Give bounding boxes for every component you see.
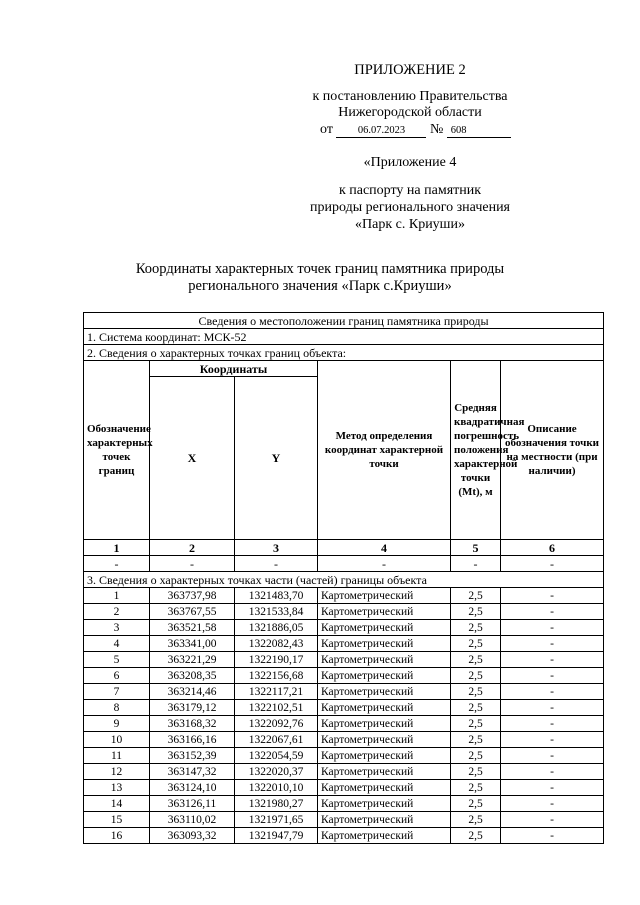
col-number: 1 (84, 540, 150, 556)
coord-y: 1322010,10 (235, 780, 318, 796)
table-row (84, 812, 604, 828)
coord-y: 1322190,17 (235, 652, 318, 668)
point-id: 13 (84, 780, 150, 796)
document-title-line1: Координаты характерных точек границ памятника природы (135, 261, 505, 277)
coord-y: 1322020,37 (235, 764, 318, 780)
point-id: 10 (84, 732, 150, 748)
coord-x: 363221,29 (150, 652, 235, 668)
description: - (501, 780, 604, 796)
method: Картометрический (318, 668, 451, 684)
coord-y: 1321483,70 (235, 588, 318, 604)
part-boundary-section: 3. Сведения о характерных точках части (частей) границы объекта (84, 572, 604, 588)
point-rows (84, 588, 604, 844)
point-id: 2 (84, 604, 150, 620)
description: - (501, 668, 604, 684)
table-row (84, 796, 604, 812)
dash-cell: - (501, 556, 604, 572)
method: Картометрический (318, 828, 451, 844)
method: Картометрический (318, 780, 451, 796)
resolution-date: 06.07.2023 (336, 124, 426, 138)
coord-x: 363179,12 (150, 700, 235, 716)
error-value: 2,5 (451, 652, 501, 668)
coord-y: 1321980,27 (235, 796, 318, 812)
appendix4-title: «Приложение 4 (363, 155, 457, 170)
point-id: 5 (84, 652, 150, 668)
point-id: 3 (84, 620, 150, 636)
error-value: 2,5 (451, 716, 501, 732)
description: - (501, 732, 604, 748)
description: - (501, 828, 604, 844)
coordinates-table (83, 312, 604, 844)
coord-x: 363124,10 (150, 780, 235, 796)
error-value: 2,5 (451, 780, 501, 796)
col-number: 5 (451, 540, 501, 556)
description: - (501, 812, 604, 828)
point-id: 4 (84, 636, 150, 652)
point-id: 8 (84, 700, 150, 716)
coord-x: 363110,02 (150, 812, 235, 828)
coord-x: 363093,32 (150, 828, 235, 844)
coord-y: 1322054,59 (235, 748, 318, 764)
coord-x: 363737,98 (150, 588, 235, 604)
point-id: 11 (84, 748, 150, 764)
method: Картометрический (318, 652, 451, 668)
description: - (501, 652, 604, 668)
table-row (84, 748, 604, 764)
method: Картометрический (318, 732, 451, 748)
coord-y: 1321947,79 (235, 828, 318, 844)
table-row (84, 620, 604, 636)
coord-x: 363341,00 (150, 636, 235, 652)
error-value: 2,5 (451, 588, 501, 604)
error-value: 2,5 (451, 668, 501, 684)
coord-x: 363166,16 (150, 732, 235, 748)
col-number: 4 (318, 540, 451, 556)
table-row (84, 700, 604, 716)
point-id: 6 (84, 668, 150, 684)
coord-y: 1322156,68 (235, 668, 318, 684)
col-header-method: Метод определения координат характерной точки (318, 361, 451, 540)
table-row (84, 828, 604, 844)
coord-x: 363767,55 (150, 604, 235, 620)
table-row (84, 668, 604, 684)
description: - (501, 636, 604, 652)
error-value: 2,5 (451, 604, 501, 620)
table-row (84, 636, 604, 652)
point-id: 16 (84, 828, 150, 844)
method: Картометрический (318, 620, 451, 636)
error-value: 2,5 (451, 796, 501, 812)
description: - (501, 796, 604, 812)
description: - (501, 588, 604, 604)
coord-x: 363126,11 (150, 796, 235, 812)
passport-line3: «Парк с. Криуши» (355, 217, 465, 232)
method: Картометрический (318, 748, 451, 764)
point-id: 7 (84, 684, 150, 700)
number-label: № (429, 122, 444, 137)
method: Картометрический (318, 764, 451, 780)
dash-cell: - (235, 556, 318, 572)
coord-y: 1322117,21 (235, 684, 318, 700)
coord-x: 363147,32 (150, 764, 235, 780)
method: Картометрический (318, 588, 451, 604)
description: - (501, 700, 604, 716)
description: - (501, 748, 604, 764)
table-row (84, 764, 604, 780)
document-title-line2: регионального значения «Парк с.Криуши» (188, 278, 452, 294)
coord-y: 1321886,05 (235, 620, 318, 636)
col-header-coordinates: Координаты (150, 361, 318, 377)
col-header-x: X (150, 377, 235, 540)
coord-y: 1321533,84 (235, 604, 318, 620)
coord-x: 363168,32 (150, 716, 235, 732)
table-row (84, 732, 604, 748)
coord-x: 363214,46 (150, 684, 235, 700)
coord-y: 1322067,61 (235, 732, 318, 748)
error-value: 2,5 (451, 828, 501, 844)
dash-cell: - (318, 556, 451, 572)
method: Картометрический (318, 716, 451, 732)
appendix-heading: ПРИЛОЖЕНИЕ 2 (354, 62, 466, 78)
point-id: 1 (84, 588, 150, 604)
error-value: 2,5 (451, 684, 501, 700)
region-line: Нижегородской области (338, 105, 482, 120)
table-row (84, 652, 604, 668)
table-row (84, 780, 604, 796)
error-value: 2,5 (451, 764, 501, 780)
error-value: 2,5 (451, 620, 501, 636)
error-value: 2,5 (451, 700, 501, 716)
col-header-error: Средняя квадратичная погрешность положения характерной точки (Mt), м (451, 361, 501, 540)
dash-cell: - (150, 556, 235, 572)
coord-x: 363152,39 (150, 748, 235, 764)
col-number: 6 (501, 540, 604, 556)
point-id: 12 (84, 764, 150, 780)
passport-line2: природы регионального значения (310, 200, 510, 215)
col-header-y: Y (235, 377, 318, 540)
coord-y: 1321971,65 (235, 812, 318, 828)
boundary-points-section: 2. Сведения о характерных точках границ объекта: (84, 345, 604, 361)
description: - (501, 604, 604, 620)
method: Картометрический (318, 636, 451, 652)
col-header-point: Обозначение характерных точек границ (84, 361, 150, 540)
resolution-number: 608 (447, 124, 511, 138)
description: - (501, 684, 604, 700)
coord-x: 363208,35 (150, 668, 235, 684)
method: Картометрический (318, 812, 451, 828)
description: - (501, 620, 604, 636)
description: - (501, 716, 604, 732)
passport-line1: к паспорту на памятник (338, 183, 482, 198)
method: Картометрический (318, 684, 451, 700)
point-id: 15 (84, 812, 150, 828)
table-caption: Сведения о местоположении границ памятника природы (84, 313, 604, 329)
coord-y: 1322092,76 (235, 716, 318, 732)
date-number-line (320, 121, 511, 139)
description: - (501, 764, 604, 780)
error-value: 2,5 (451, 812, 501, 828)
error-value: 2,5 (451, 748, 501, 764)
error-value: 2,5 (451, 732, 501, 748)
method: Картометрический (318, 700, 451, 716)
table-row (84, 684, 604, 700)
dash-cell: - (451, 556, 501, 572)
method: Картометрический (318, 604, 451, 620)
col-header-description: Описание обозначения точки на местности (при наличии) (501, 361, 604, 540)
error-value: 2,5 (451, 636, 501, 652)
dash-cell: - (84, 556, 150, 572)
coord-y: 1322102,51 (235, 700, 318, 716)
coord-x: 363521,58 (150, 620, 235, 636)
col-number: 2 (150, 540, 235, 556)
coordinate-system-row: 1. Система координат: МСК-52 (84, 329, 604, 345)
col-number: 3 (235, 540, 318, 556)
table-row (84, 604, 604, 620)
table-row (84, 588, 604, 604)
from-label: от (320, 122, 333, 137)
method: Картометрический (318, 796, 451, 812)
point-id: 9 (84, 716, 150, 732)
point-id: 14 (84, 796, 150, 812)
resolution-line: к постановлению Правительства (312, 89, 508, 104)
table-row (84, 716, 604, 732)
coord-y: 1322082,43 (235, 636, 318, 652)
